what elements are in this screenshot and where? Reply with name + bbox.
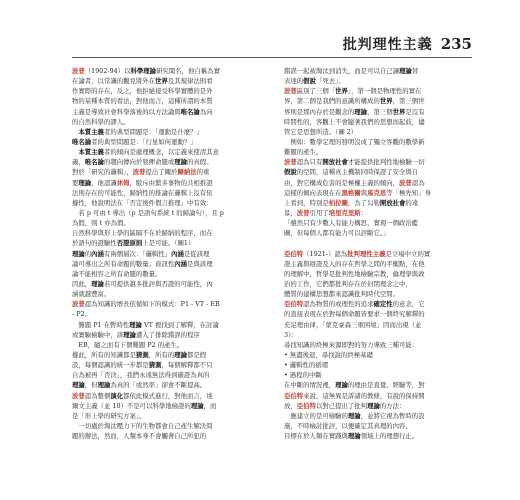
header-rule — [72, 57, 472, 58]
right-column-line: 錯誤一起被淘汰到消失，而是可以自己讓理論替 — [284, 67, 419, 75]
right-column-line: 尋找知識的終極來源即對的努力導致三種可能： — [284, 340, 419, 349]
left-column-line: 在論者，以常識的觀見將外在世界及其規律法則看 — [72, 77, 213, 86]
right-column-line: 治的工作，它們都批判存在於封閉理念之中， — [284, 279, 412, 288]
left-column-line: 對於「研究的邏輯」，波普提出了關於歸納法的重 — [72, 168, 210, 177]
left-column-line: 爾文主義（並 10）不是可以科學地檢證的理論，而 — [72, 401, 217, 410]
right-column-line: 波普區別了三個「世界」，第一個是物理性的實在 — [284, 87, 422, 96]
right-column-line: 界則是那內存於是觀念的理論，第三個世界是沒有 — [284, 107, 425, 116]
right-column-line: 「雖然只有少數人有能力構思，實現一個政治藍 — [284, 219, 419, 228]
page-header — [312, 34, 472, 56]
right-column — [284, 66, 472, 441]
right-column-line: 應建立的是可檢驗的理論，並將它視為暫時的設 — [284, 411, 425, 420]
right-column-line: 這樣的傾向表現在在黑格爾與馬克思等「極先知」身 — [284, 188, 431, 197]
right-column-line: 表達的假說「死去」。 — [284, 77, 345, 86]
left-column-line: 主義是導致社會科學落後的以方法論與唯名論為向 — [72, 107, 213, 116]
left-column-line: 據性，他說明法在「否定後件假言推理」中有效： — [72, 198, 213, 207]
right-column-line: 上看到，特別是柏拉圖，為了勾勒開放社會的遠 — [284, 198, 419, 207]
left-column-line: 論可導出之所有命題的數量；資訊性內涵是與該理 — [72, 259, 213, 268]
left-column-line: 作實際的存在，反之，他拒絕接受科學實體的是外 — [72, 87, 213, 96]
left-column-line: 義，唯名論的趨向傳向於發揮命題或理論的真假。 — [72, 158, 213, 167]
right-column-line: 亞伯特來說，這無異是訴諸的教條，有說的保持開 — [284, 391, 425, 400]
left-column-line: 理論，但理論為真的「或然率」卻會不斷提高。 — [72, 381, 207, 390]
right-column-line: 假說的空間，這種真主機制同時保證了安全與自 — [284, 168, 419, 177]
left-column-line: 物的某種本質的看法，對他而言，這種所謂的本質 — [72, 97, 213, 106]
right-column-line: 施，不時檢討批評，以便確定其真理的內容， — [284, 421, 412, 430]
right-column-line: 的直接表現在於對每個命題皆要求一個終究解釋的 — [284, 310, 425, 319]
left-column-line: 波普認為知識的增長依循如下的模式：P1 - VT - EB — [72, 300, 220, 309]
left-column-line: 的自然科學的謬人。 — [72, 117, 130, 126]
right-column-line: 放，亞伯特以對已提出了批判理論的方法： — [284, 401, 406, 410]
right-column-line: 景，波普引用了培里克里斯： — [284, 208, 368, 217]
left-column-line: 理論的內涵有兩個層次：「邏輯性」內涵是從該理 — [72, 249, 210, 258]
left-column-line: 於語句的證驗性否證原則上是可能。（圖1） — [72, 239, 195, 248]
left-column-line: 為假，則 t 亦為假。 — [72, 219, 130, 228]
left-column-line: 自然科學與形上學的區隔不在於歸納的程序，而在 — [72, 229, 213, 238]
left-column-line: 是「形上學的研究方案」。 — [72, 411, 146, 420]
right-column-line: 充足理由律，「蒙克豪森三重困境」因而出現（並 — [284, 320, 422, 329]
right-column-line: 圖，但每個人都有能力可以評斷它。」 — [284, 229, 390, 238]
left-column-line: 波普認為整個演化都依此模式進行，對他而言，達 — [72, 391, 213, 400]
left-column-line: 論不能相容之所有命題的數量。 — [72, 269, 162, 278]
left-column-line: 因此，理論若可提供越多批評與否證的可能性，內 — [72, 279, 213, 288]
left-column-line: 唯名論者的典型問題是：「行星如何運動？」 — [72, 137, 197, 146]
right-column-line: 波普認為只有開放社會才能提供批判性地檢驗一切 — [284, 158, 425, 167]
left-column-line: 涵就越豐富。 — [72, 290, 111, 299]
left-column-line: 一切處於淘汰壓力下的生物都會自己產生解決問 — [72, 421, 213, 430]
right-column-line: • 邏輯性的循環 — [284, 361, 329, 370]
left-column-line: EB，隨之而有下個難題 P2 的產生。 — [72, 340, 184, 349]
right-column-line: 由，對它構成危害的是極權主義的傾向，波普認為 — [284, 178, 425, 187]
running-title: 批判理性主義 — [342, 37, 433, 53]
left-column-line: 要理論，他認識休姆，駁斥由繁多事物的共相推證 — [72, 178, 213, 187]
right-column-line: 管它是思想所造。（圖 2） — [284, 127, 358, 136]
right-column-line: 界，第二個是我們的意識所構成的世界，第三個世 — [284, 97, 425, 106]
right-column-line: 時間性的，客觀上不會隨著我們的思想而起歧，儘 — [284, 117, 425, 126]
left-column-line: 本質主義者的傾向是處理概念，以定義來使清其意 — [78, 148, 219, 157]
left-column-line: - P2。 — [72, 310, 91, 319]
left-column-line: 波普（1902-94）以科學理論研究聞名，他自稱為實 — [72, 67, 220, 75]
left-column-line: 據此，所有的知識都是猜測，所有的理論都是假 — [72, 350, 207, 359]
page-number: 235 — [440, 35, 472, 53]
right-column-line: • 無盡後退，尋找說的終極基礎 — [284, 350, 373, 359]
right-column-line: 亞伯特認為物質的或理性的追求確定性的意念，它 — [284, 300, 425, 309]
left-column-line: 設，每個認識的統一步都是猜測，每個解釋都不只 — [72, 361, 213, 370]
right-column-line: 亞伯特（1921-）認為批判理性主義是立場中立的實 — [284, 249, 431, 258]
right-column-line: 的理解中，哲學是批判性地檢驗宗教，倫理學與政 — [284, 269, 425, 278]
right-column-line: 例如：數學定理的發明沒成了獨立客觀的數學新 — [284, 137, 425, 146]
right-column-line — [284, 238, 472, 248]
left-column-line: 自為被再「否決」，我們永遠無法得到確證為真的 — [72, 371, 210, 380]
left-column-line: 本質主義者的典型問題是：「運動是什麼？」 — [78, 127, 204, 136]
left-column-line: 法則存在的可能性，歸納性的推論在邏輯上沒有依 — [72, 188, 213, 197]
right-column-line: 3）： — [284, 330, 298, 339]
right-column-line: 難題的產生。 — [284, 148, 323, 157]
left-column-line: 題的辦法，然而，人類本身不會觸著自己所犯的 — [72, 432, 207, 441]
left-column-line: 或實驗檢驗中，該理論遭入了排除錯誤的程序 — [72, 330, 200, 339]
right-column-line: 體質的建構思想都來認識批判時代空間。 — [284, 290, 400, 299]
left-column-line: 若 p 可由 t 導出（p 是語句系統 t 的歸論句），且 p — [72, 208, 224, 217]
right-column-line: • 過程的中斷 — [284, 371, 322, 380]
left-column — [72, 66, 260, 441]
right-column-line: 目標在於人類在實踐與理論領域上的理想行止。 — [284, 432, 419, 441]
left-column-line: 難題 P1 在暫時性理論 VT 裡找到了解釋，在討論 — [72, 320, 219, 329]
right-column-line: 證主義與辯證及入的存在哲學之間的平衡點，在他 — [284, 259, 425, 268]
right-column-line: 在中斷的情況裡，理論的理由是直覺、經驗等，對 — [284, 381, 425, 390]
